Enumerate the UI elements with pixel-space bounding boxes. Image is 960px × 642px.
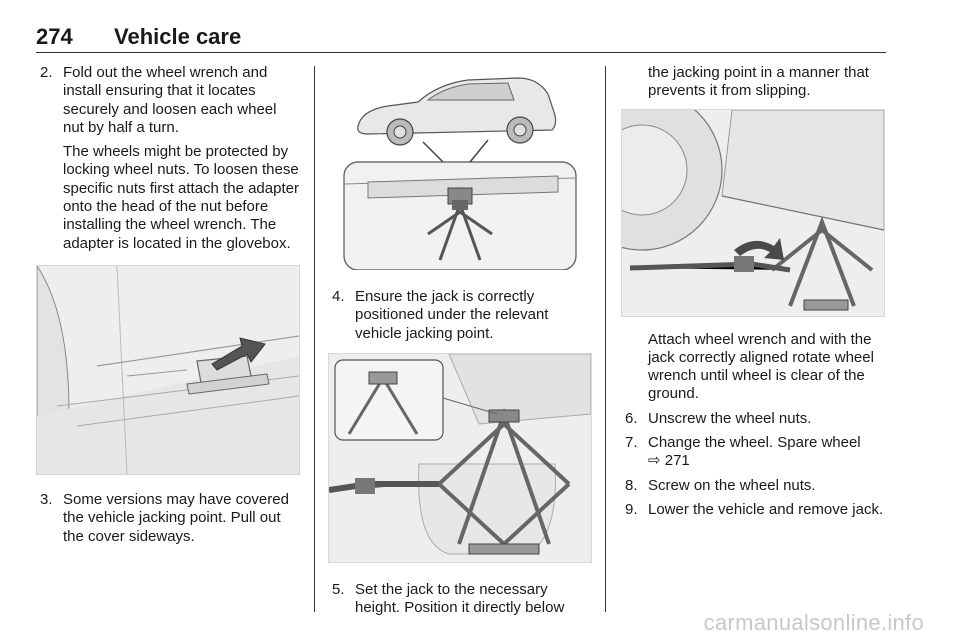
step-number: 4. — [332, 288, 345, 305]
step-number: 6. — [625, 409, 638, 427]
scissor-jack-illustration — [329, 354, 591, 562]
step-8 — [621, 477, 887, 495]
step-number: 5. — [332, 580, 345, 598]
step-number: 7. — [625, 434, 638, 452]
column-3 — [621, 64, 887, 519]
step-9 — [621, 501, 887, 519]
continued-text: the jacking point in a manner that prevents it from slipping. — [648, 64, 869, 100]
column-1 — [36, 64, 300, 546]
step-4 — [328, 288, 591, 343]
column-divider-1 — [314, 66, 315, 612]
page-number: 274 — [36, 24, 73, 49]
step-number: 3. — [40, 490, 53, 508]
jack-position-figure — [328, 353, 592, 563]
raise-vehicle-figure — [621, 109, 885, 317]
step-number: 8. — [625, 476, 638, 494]
step-number: 9. — [625, 500, 638, 518]
wheel-wrench-figure — [36, 265, 300, 475]
step-text: Some versions may have covered the vehicle jacking point. Pull out the cover sideways. — [63, 490, 289, 545]
page-reference: ⇨ 271 — [648, 452, 690, 470]
step-text: Unscrew the wheel nuts. — [648, 409, 812, 427]
step-5 — [328, 581, 591, 618]
column-2 — [328, 64, 591, 617]
section-title: Vehicle care — [114, 24, 242, 49]
step-6 — [621, 410, 887, 428]
step-text: Change the wheel. Spare wheel — [648, 434, 861, 452]
car-jacking-point-illustration — [328, 64, 590, 270]
wrench-note: Attach wheel wrench and with the jack correctly aligned rotate wheel wrench until wheel is clear of the ground. — [648, 330, 874, 403]
step-text: Ensure the jack is correctly positioned under the relevant vehicle jacking point. — [355, 288, 549, 342]
step-text: Lower the vehicle and remove jack. — [648, 500, 884, 518]
raise-vehicle-illustration — [622, 110, 884, 316]
step-text: Fold out the wheel wrench and install ensuring that it locates securely and loosen each wheel nut by half a turn. — [63, 64, 277, 136]
step-2 — [36, 64, 300, 137]
column-divider-2 — [605, 66, 606, 612]
watermark: carmanualsonline.info — [703, 610, 924, 635]
page-header — [36, 22, 886, 53]
locking-nut-note: The wheels might be protected by locking wheel nuts. To loosen these specific nuts first attach the adapter onto the head of the nut before installing the wheel wrench. The adapter is located in the glovebox. — [63, 143, 299, 252]
step-3 — [36, 491, 300, 546]
step-7 — [621, 434, 887, 471]
step-text: Screw on the wheel nuts. — [648, 476, 816, 494]
jacking-point-figure — [328, 64, 590, 270]
step-number: 2. — [40, 64, 53, 81]
step-text: Set the jack to the necessary height. Position it directly below — [355, 580, 565, 617]
wheel-wrench-illustration — [37, 266, 299, 474]
